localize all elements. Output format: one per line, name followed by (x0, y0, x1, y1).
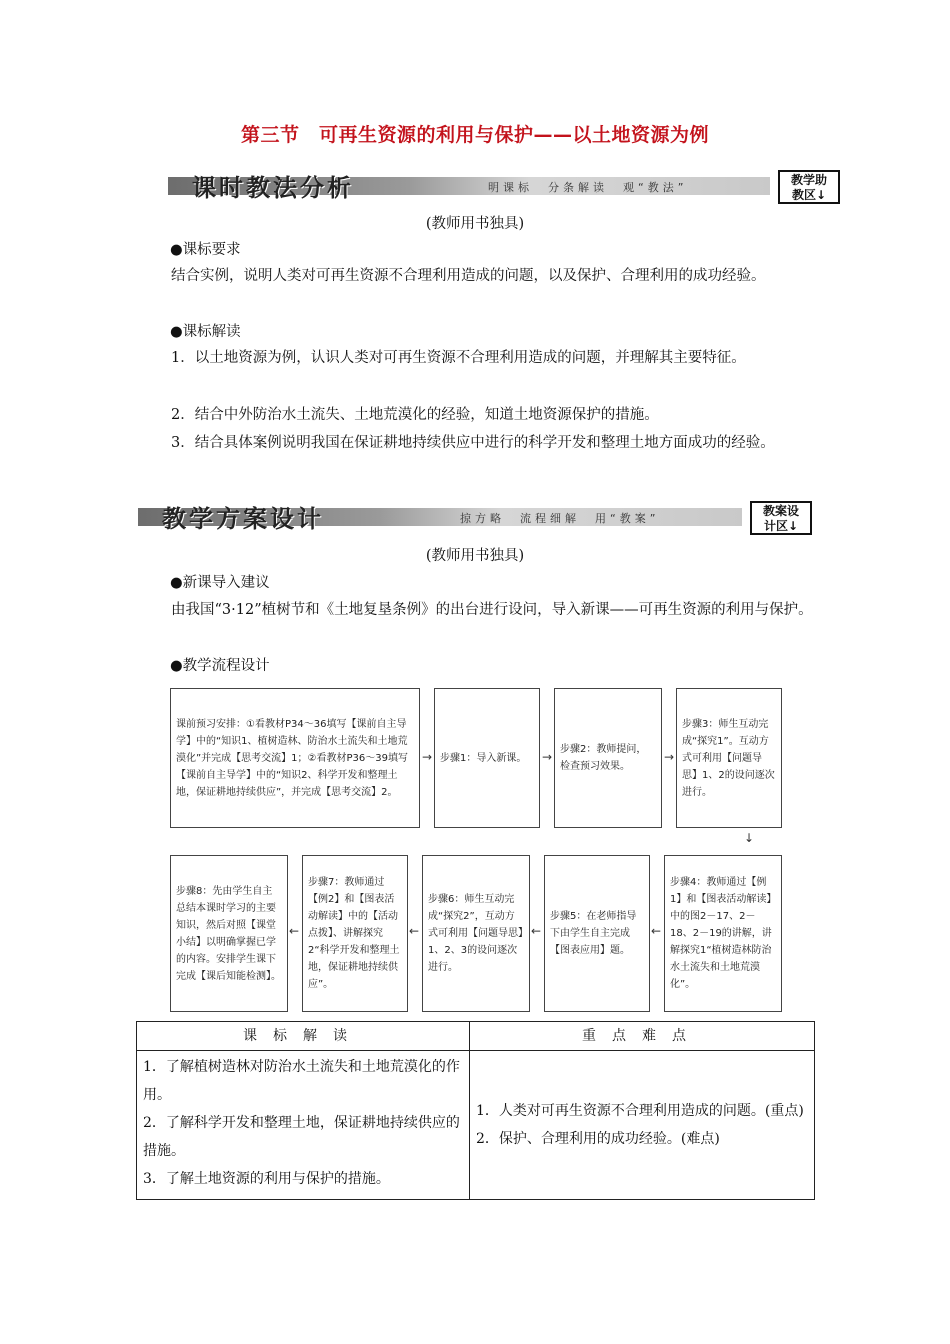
banner-box-line1: 教学助 (790, 173, 827, 187)
kbjd-item-text: 3．结合具体案例说明我国在保证耕地持续供应中进行的科学开发和整理土地方面成功的经验。 (171, 435, 775, 451)
table-item: 2．保护、合理利用的成功经验。(难点) (476, 1131, 720, 1147)
flow-text: 步骤8：先由学生自主总结本课时学习的主要知识，然后对照【课堂小结】以明确掌握已学的内容。安排学生课下完成【课后知能检测】。 (176, 885, 281, 982)
section-heading-kbjd: ●课标解读 (170, 324, 241, 340)
flow-text: 步骤7：教师通过【例2】和【图表活动解读】中的【活动点拨】、讲解探究2“科学开发和整理土地，保证耕地持续供应”。 (308, 877, 400, 990)
flow-box-step8 (170, 855, 288, 1012)
flow-box-preview (170, 688, 420, 828)
flow-arrow-left: ← (531, 924, 542, 938)
kbyq-text (137, 263, 817, 289)
flow-box-step2 (554, 688, 662, 828)
flow-box-step4 (664, 855, 782, 1012)
table-item: 3．了解土地资源的利用与保护的措施。 (143, 1171, 390, 1187)
teacher-note: (教师用书独具) (425, 216, 525, 232)
banner-box-line1: 教案设 (762, 504, 799, 518)
section-heading-kbyq: ●课标要求 (170, 242, 241, 258)
table-item: 2．了解科学开发和整理土地，保证耕地持续供应的措施。 (143, 1115, 460, 1159)
section-heading-xkdr: ●新课导入建议 (170, 575, 270, 591)
flow-box-step6 (422, 855, 530, 1012)
flow-box-step3 (676, 688, 782, 828)
flow-box-step7 (302, 855, 408, 1012)
banner-sub-text: 掠方略 流程细解 用“教案” (460, 512, 660, 525)
xkdr-text (137, 597, 817, 623)
banner-side-box (778, 170, 840, 204)
table-cell-zdnd (470, 1051, 815, 1200)
page-title: 第三节 可再生资源的利用与保护——以土地资源为例 (240, 124, 709, 146)
flow-text: 步骤6：师生互动完成“探究2”，互动方式可利用【问题导思】1、2、3的设问逐次进行。 (428, 894, 523, 973)
flow-arrow-right: → (422, 750, 433, 764)
table-header-zdnd: 重点难点 (470, 1022, 815, 1051)
flow-arrow-down: ↓ (744, 831, 755, 845)
flow-arrow-right: → (664, 750, 675, 764)
banner-main-text: 课时教法分析 (192, 173, 354, 202)
flow-box-step1 (434, 688, 540, 828)
kbjd-item-3 (137, 430, 817, 456)
banner-main-text: 教学方案设计 (162, 504, 324, 533)
flow-arrow-right: → (542, 750, 553, 764)
kbyq-text-content: 结合实例，说明人类对可再生资源不合理利用造成的问题，以及保护、合理利用的成功经验。 (171, 268, 766, 284)
kbjd-item-text: 2．结合中外防治水土流失、土地荒漠化的经验，知道土地资源保护的措施。 (171, 407, 659, 423)
banner-sub-text: 明课标 分条解读 观“教法” (488, 181, 688, 194)
section-heading-jxlc: ●教学流程设计 (170, 658, 270, 674)
flow-box-step5 (544, 855, 650, 1012)
flow-arrow-left: ← (409, 924, 420, 938)
kbjd-item-1 (137, 345, 817, 371)
flow-text: 步骤2：教师提问，检查预习效果。 (560, 744, 647, 772)
lesson-method-banner (168, 170, 840, 200)
banner-box-line2: 教区↓ (791, 188, 827, 202)
table-item: 1．人类对可再生资源不合理利用造成的问题。(重点) (476, 1103, 804, 1119)
teacher-note: (教师用书独具) (425, 548, 525, 564)
objectives-table (136, 1021, 815, 1200)
table-cell-kbjd (137, 1051, 470, 1200)
flow-text: 步骤4：教师通过【例1】和【图表活动解读】中的图2－17、2－18、2－19的讲解，讲解探究1“植树造林防治水土流失和土地荒漠化”。 (670, 877, 772, 990)
banner-side-box (750, 501, 812, 535)
kbjd-item-text: 1．以土地资源为例，认识人类对可再生资源不合理利用造成的问题，并理解其主要特征。 (171, 350, 746, 366)
flow-text: 步骤3：师生互动完成“探究1”。互动方式可利用【问题导思】1、2的设问逐次进行。 (682, 718, 775, 798)
table-item: 1．了解植树造林对防治水土流失和土地荒漠化的作用。 (143, 1059, 460, 1103)
flow-text: 步骤5：在老师指导下由学生自主完成【图表应用】题。 (550, 911, 637, 956)
teaching-plan-banner (138, 501, 812, 531)
flow-arrow-left: ← (289, 924, 300, 938)
xkdr-text-content: 由我国“3·12”植树节和《土地复垦条例》的出台进行设问，导入新课——可再生资源的利用与保护。 (171, 602, 813, 618)
banner-box-line2: 计区↓ (763, 519, 799, 533)
kbjd-item-2 (137, 402, 817, 428)
flow-text: 课前预习安排：①看教材P34～36填写【课前自主导学】中的“知识1、植树造林、防治水土流失和土地荒漠化”并完成【思考交流】1；②看教材P36～39填写【课前自主导学】中的“知识2、科学开发和整理土地，保证耕地持续供应”，并完成【思考交流】2。 (176, 718, 408, 798)
flow-arrow-left: ← (651, 924, 662, 938)
flow-text: 步骤1：导入新课。 (440, 752, 527, 764)
table-header-kbjd: 课标解读 (137, 1022, 470, 1051)
